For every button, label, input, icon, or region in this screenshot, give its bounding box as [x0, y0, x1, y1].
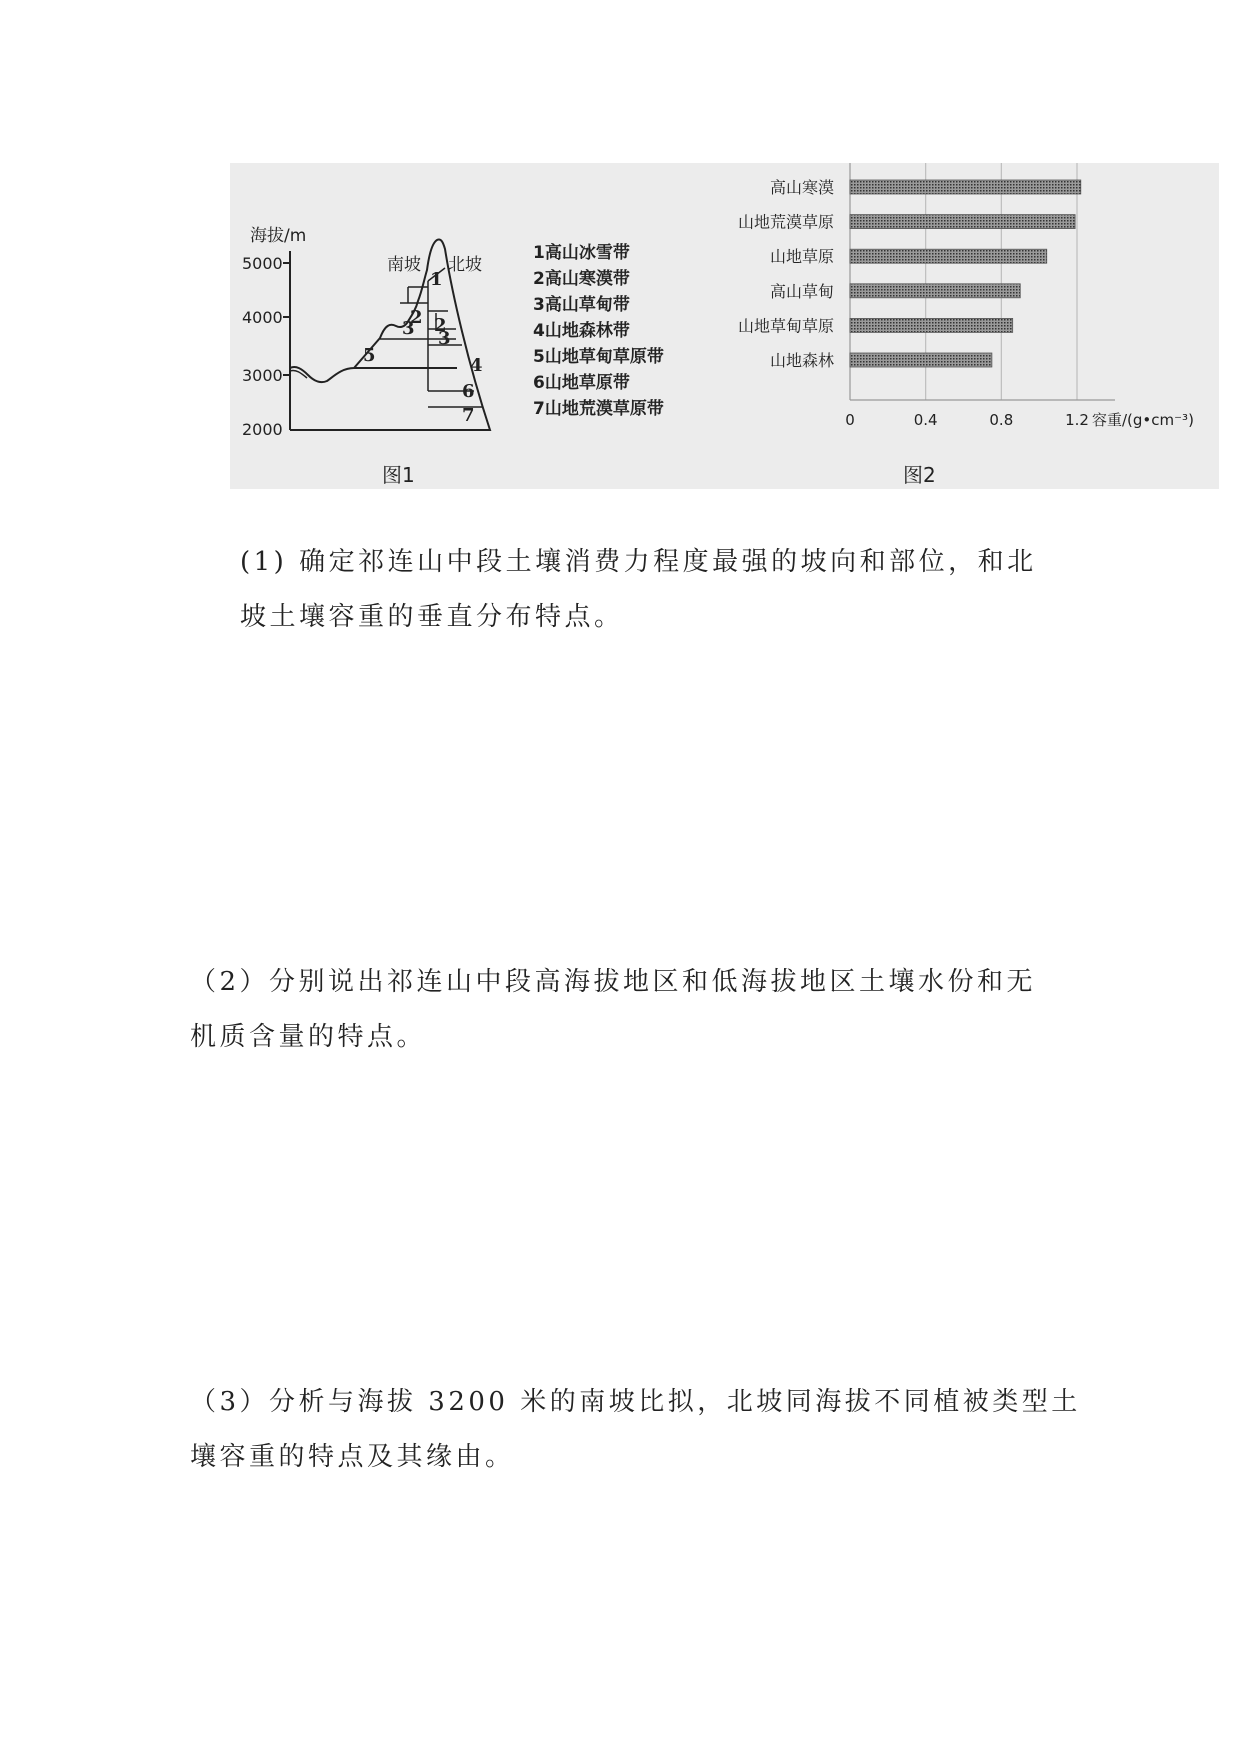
question-1-line1: (1) 确定祁连山中段土壤消费力程度最强的坡向和部位，和北: [240, 547, 1037, 577]
fig1-tick-4000: 4000: [242, 308, 283, 327]
zone-6: 6: [462, 381, 475, 402]
chart-category-label: 山地荒漠草原: [737, 212, 834, 232]
legend-item-1: 1高山冰雪带: [533, 243, 630, 263]
north-slope-label: 北坡: [448, 255, 482, 275]
fig1-tick-3000: 3000: [242, 366, 283, 385]
chart-x-tick-label: 0.4: [913, 411, 938, 429]
question-3-line2: 壤容重的特点及其缘由。: [190, 1442, 515, 1472]
chart-bar: [850, 180, 1081, 194]
chart-bar: [850, 318, 1013, 332]
figure2-caption: 图2: [903, 463, 936, 487]
chart-category-label: 高山草甸: [769, 281, 834, 301]
chart-category-label: 山地草甸草原: [737, 316, 834, 336]
question-1-line2: 坡土壤容重的垂直分布特点。: [240, 602, 624, 632]
zone-3-south: 3: [402, 318, 415, 339]
legend-item-5: 5山地草甸草原带: [533, 347, 664, 367]
chart-category-labels: [738, 178, 834, 370]
zone-5: 5: [363, 345, 376, 366]
figure1-profile: [242, 226, 664, 439]
chart-bars: [850, 180, 1081, 367]
chart-x-tick-label: 1.2: [1065, 411, 1089, 429]
figures-svg: [230, 163, 1219, 489]
question-2-line1: （2）分别说出祁连山中段高海拔地区和低海拔地区土壤水份和无: [190, 967, 1037, 997]
fig1-tick-2000: 2000: [242, 420, 283, 439]
zone-2-south: 2: [410, 307, 423, 328]
zone-1: 1: [430, 269, 443, 290]
question-3-line1: （3）分析与海拔 3200 米的南坡比拟，北坡同海拔不同植被类型土: [190, 1387, 1081, 1417]
zone-2-north: 2: [434, 315, 447, 336]
question-1: [240, 535, 1037, 645]
chart-bar: [850, 249, 1047, 263]
question-3: [190, 1375, 1081, 1485]
zone-3-north: 3: [438, 328, 451, 349]
legend-item-7: 7山地荒漠草原带: [533, 399, 664, 419]
chart-x-tick-label: 0.8: [989, 411, 1014, 429]
figure1-caption: 图1: [382, 463, 415, 487]
chart-x-tick-label: 0: [845, 411, 855, 429]
legend-item-3: 3高山草甸带: [533, 295, 630, 315]
chart-category-label: 高山寒漠: [769, 178, 834, 197]
chart-bar: [850, 284, 1020, 298]
chart-x-ticks: [845, 411, 1089, 429]
fig1-tick-5000: 5000: [242, 254, 283, 273]
south-slope-label: 南坡: [387, 255, 421, 275]
chart-x-label: 容重/(g•cm⁻³): [1092, 411, 1194, 429]
chart-bar: [850, 215, 1075, 229]
question-2-line2: 机质含量的特点。: [190, 1022, 427, 1052]
figure2-chart: [738, 163, 1194, 429]
chart-bar: [850, 353, 992, 367]
legend-item-2: 2高山寒漠带: [533, 269, 630, 289]
legend-item-4: 4山地森林带: [533, 321, 630, 341]
question-2: [190, 955, 1036, 1065]
zone-4: 4: [470, 355, 483, 376]
chart-category-label: 山地草原: [769, 247, 834, 267]
fig1-legend: [533, 242, 664, 419]
zone-7: 7: [462, 405, 475, 426]
figure-panel: [230, 163, 1219, 489]
legend-item-6: 6山地草原带: [533, 373, 630, 393]
fig1-axis-label: 海拔/m: [250, 226, 307, 246]
chart-category-label: 山地森林: [769, 351, 834, 370]
